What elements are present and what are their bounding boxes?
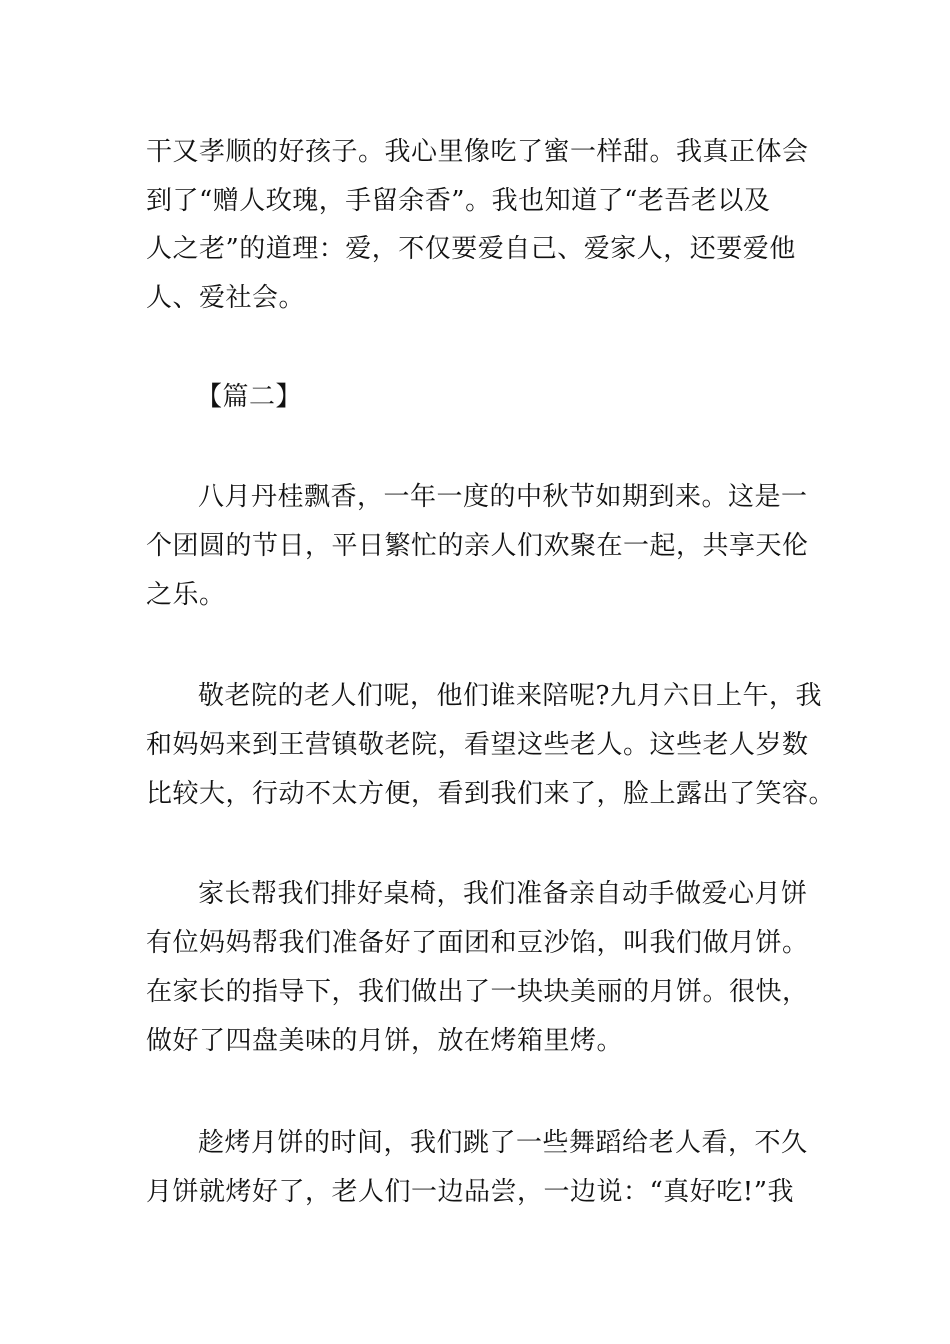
text-line: 和妈妈来到王营镇敬老院，看望这些老人。这些老人岁数 xyxy=(146,730,809,760)
text-line: 在家长的指导下，我们做出了一块块美丽的月饼。很快， xyxy=(146,977,809,1007)
text-line: 干又孝顺的好孩子。我心里像吃了蜜一样甜。我真正体会 xyxy=(146,137,809,167)
text-line: 敬老院的老人们呢，他们谁来陪呢?九月六日上午，我 xyxy=(198,681,822,711)
text-line: 个团圆的节日，平日繁忙的亲人们欢聚在一起，共享天伦 xyxy=(146,531,809,561)
text-line: 人之老”的道理：爱，不仅要爱自己、爱家人，还要爱他 xyxy=(146,234,796,264)
text-line: 人、爱社会。 xyxy=(146,283,306,313)
text-line: 之乐。 xyxy=(146,580,226,610)
text-line: 八月丹桂飘香，一年一度的中秋节如期到来。这是一 xyxy=(198,482,808,512)
text-line: 比较大，行动不太方便，看到我们来了，脸上露出了笑容。 xyxy=(146,779,836,809)
text-line: 月饼就烤好了，老人们一边品尝，一边说：“真好吃!”我 xyxy=(146,1177,795,1207)
text-line: 做好了四盘美味的月饼，放在烤箱里烤。 xyxy=(146,1026,624,1056)
text-line: 家长帮我们排好桌椅，我们准备亲自动手做爱心月饼 xyxy=(198,879,808,909)
text-line: 到了“赠人玫瑰，手留余香”。我也知道了“老吾老以及 xyxy=(146,186,771,216)
text-line: 趁烤月饼的时间，我们跳了一些舞蹈给老人看，不久 xyxy=(198,1128,808,1158)
section-heading: 【篇二】 xyxy=(196,382,303,412)
text-line: 有位妈妈帮我们准备好了面团和豆沙馅，叫我们做月饼。 xyxy=(146,928,809,958)
